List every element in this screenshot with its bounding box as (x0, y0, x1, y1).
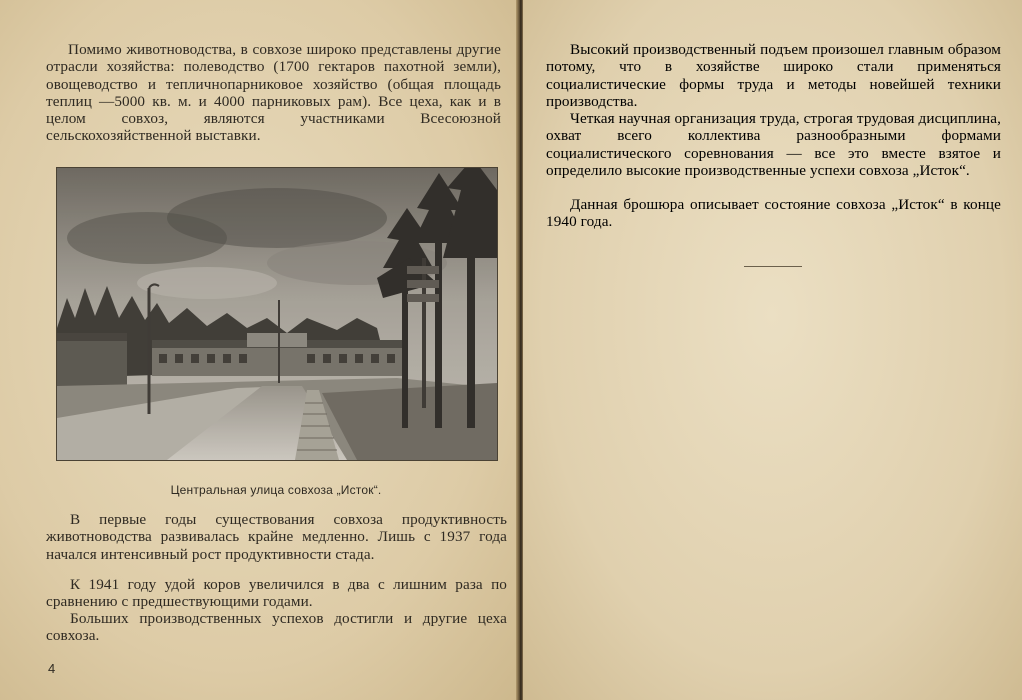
left-paragraph-2: В первые годы существования совхоза продуктивность животноводства развивалась крайне медленно. Лишь с 1937 года начался интенсивный рост продуктивности стада. (46, 511, 507, 563)
street-photo (56, 167, 498, 461)
right-paragraph-2: Четкая научная организация труда, строгая трудовая дисциплина, охват всего коллектива разнообразными формами социалистического соревнования — все это вместе взятое и определило высокие производственные успехи совхоза „Исток“. (546, 110, 1001, 179)
section-divider (744, 266, 802, 267)
photo-caption: Центральная улица совхоза „Исток“. (170, 483, 382, 497)
right-paragraph-3: Данная брошюра описывает состояние совхоза „Исток“ в конце 1940 года. (546, 196, 1001, 231)
page-number: 4 (48, 661, 56, 676)
right-paragraph-1: Высокий производственный подъем произошел главным образом потому, что в хозяйстве широко стали применяться социалистические формы труда и методы новейшей техники производства. (546, 41, 1001, 110)
left-paragraph-1: Помимо животноводства, в совхозе широко представлены другие отрасли хозяйства: полеводство (1700 гектаров пахотной земли), овощеводство и тепличнопарниковое хозяйство (общая площадь теплиц —5000 кв. м. и 4000 парниковых рам). Все цеха, как и в целом совхоз, являются участниками Всесоюзной сельскохозяйственной выставки. (46, 41, 501, 145)
left-paragraph-4: Больших производственных успехов достигли и другие цеха совхоза. (46, 610, 507, 645)
left-paragraph-3: К 1941 году удой коров увеличился в два с лишним раза по сравнению с предшествующими годами. (46, 576, 507, 611)
street-photo-image (57, 168, 497, 460)
